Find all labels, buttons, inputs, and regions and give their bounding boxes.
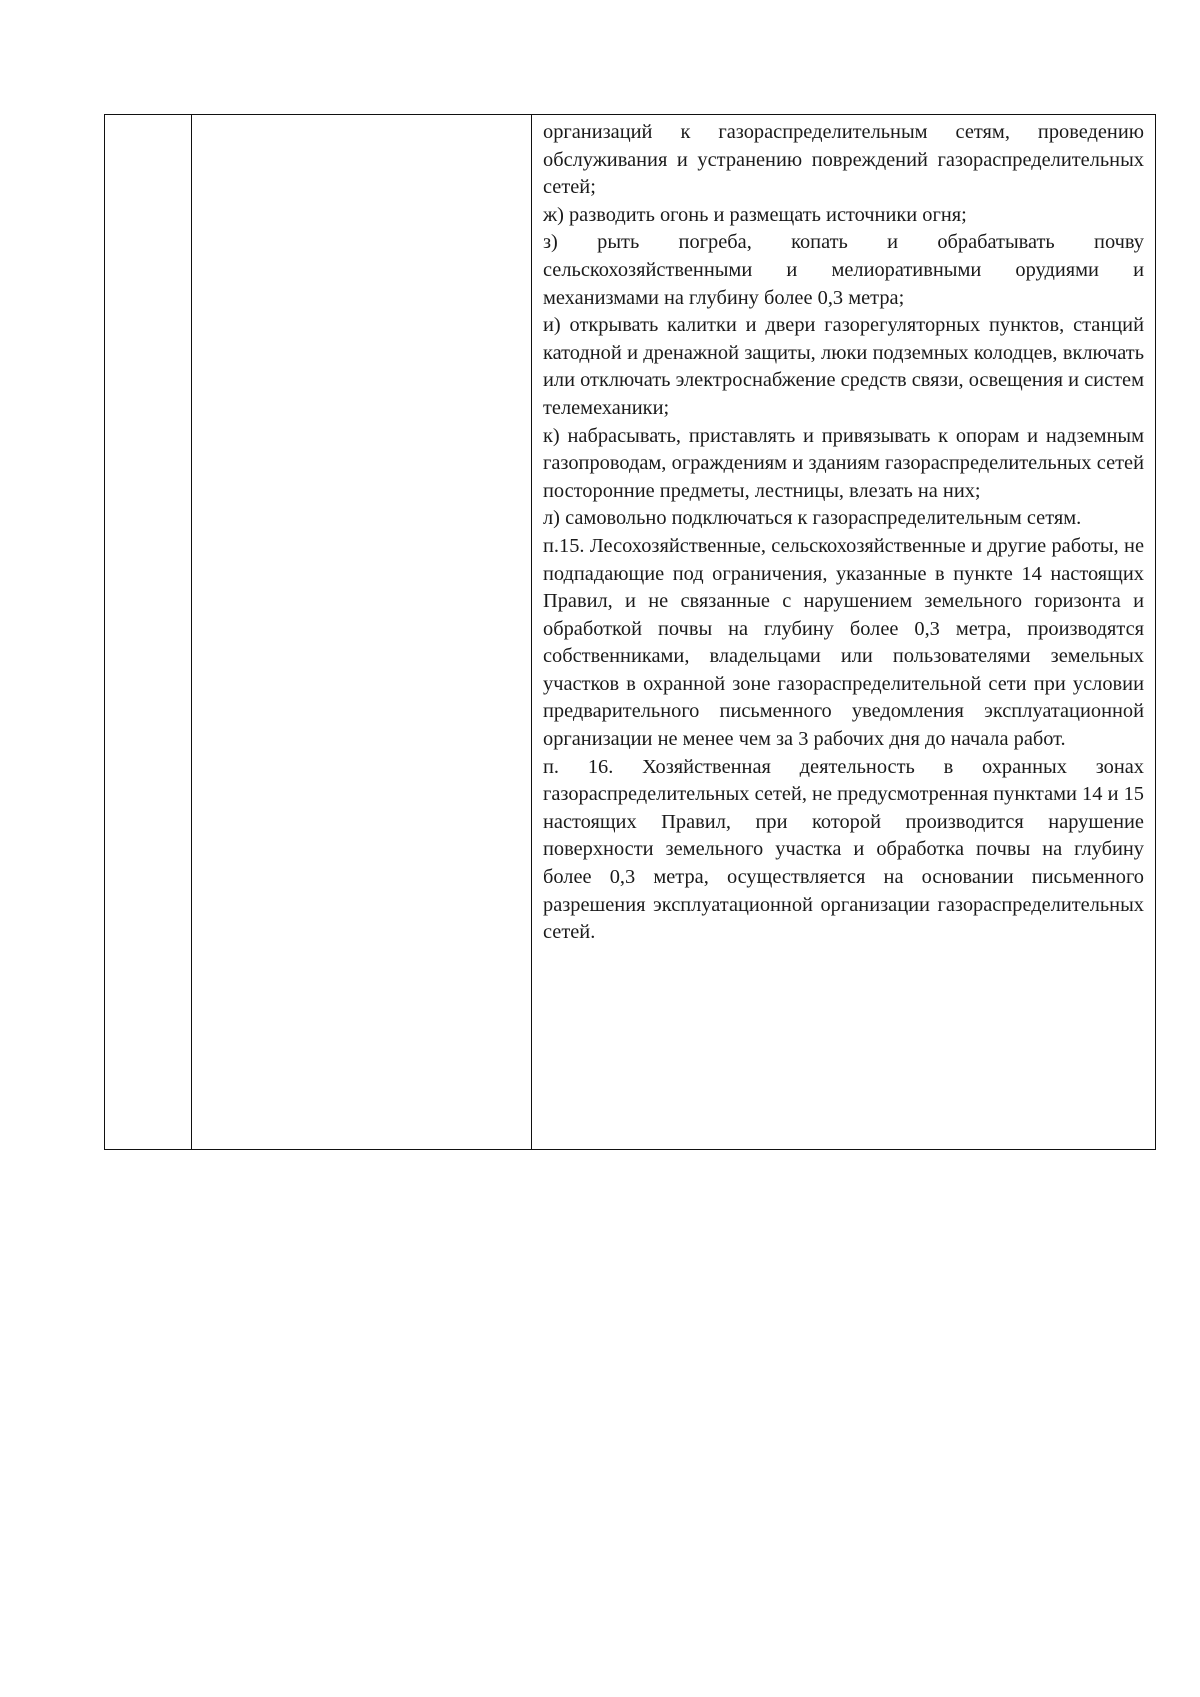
paragraph: л) самовольно подключаться к газораспределительным сетям. bbox=[543, 507, 1082, 530]
paragraph: п.15. Лесохозяйственные, сельскохозяйственные и другие работы, не подпадающие под ограничения, указанные в пункте 14 настоящих Правил, и не связанные с нарушением земельного горизонта и обработкой почвы на глубину более 0,3 метра, производятся собственниками, владельцами или пользователями земельных участков в охранной зоне газораспределительной сети при условии предварительного письменного уведомления эксплуатационной организации не менее чем за 3 рабочих дня до начала работ. bbox=[543, 534, 1144, 751]
table-cell-number bbox=[105, 115, 192, 1150]
document-table bbox=[104, 114, 1156, 1150]
paragraph: и) открывать калитки и двери газорегуляторных пунктов, станций катодной и дренажной защиты, люки подземных колодцев, включать или отключать электроснабжение средств связи, освещения и систем телемеханики; bbox=[543, 314, 1144, 419]
paragraph: организаций к газораспределительным сетям, проведению обслуживания и устранению повреждений газораспределительных сетей; bbox=[543, 121, 1144, 199]
table-row bbox=[105, 115, 1156, 1150]
requirements-text bbox=[532, 115, 1155, 947]
table-cell-subject bbox=[192, 115, 532, 1150]
table-cell-requirements bbox=[532, 115, 1156, 1150]
paragraph: з) рыть погреба, копать и обрабатывать почву сельскохозяйственными и мелиоративными орудиями и механизмами на глубину более 0,3 метра; bbox=[543, 231, 1144, 309]
paragraph: п. 16. Хозяйственная деятельность в охранных зонах газораспределительных сетей, не предусмотренная пунктами 14 и 15 настоящих Правил, при которой производится нарушение поверхности земельного участка и обработка почвы на глубину более 0,3 метра, осуществляется на основании письменного разрешения эксплуатационной организации газораспределительных сетей. bbox=[543, 755, 1144, 944]
paragraph: к) набрасывать, приставлять и привязывать к опорам и надземным газопроводам, ограждениям и зданиям газораспределительных сетей посторонние предметы, лестницы, влезать на них; bbox=[543, 424, 1144, 502]
paragraph: ж) разводить огонь и размещать источники огня; bbox=[543, 203, 967, 226]
